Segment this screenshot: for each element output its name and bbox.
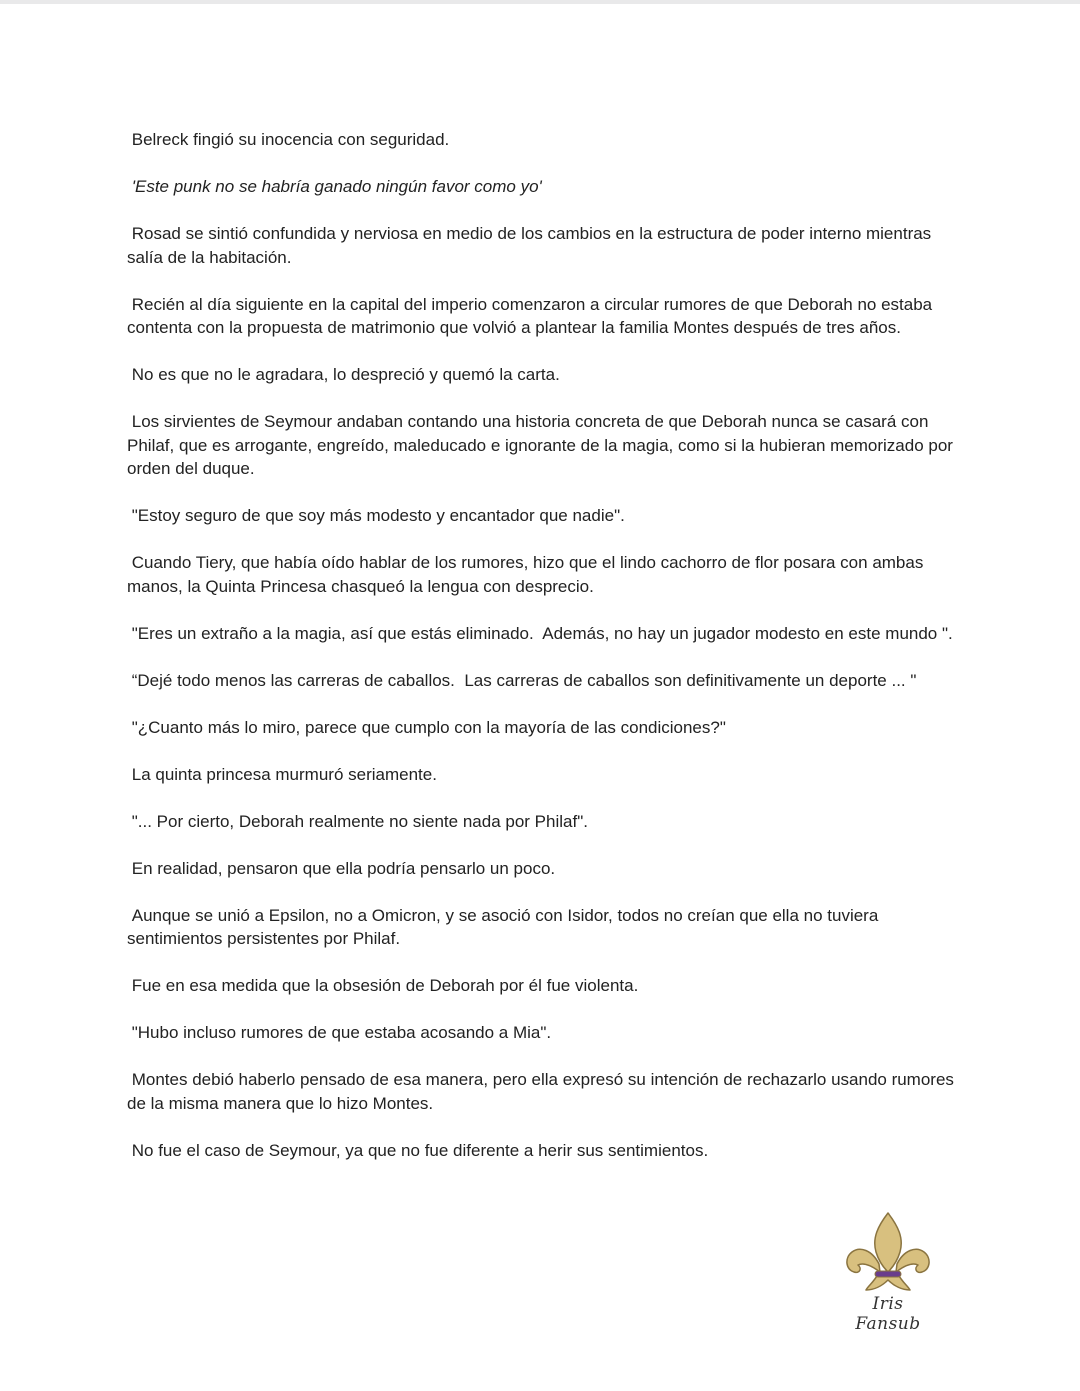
- paragraph-9: "Eres un extraño a la magia, así que estás eliminado. Además, no hay un jugador modesto en este mundo ".: [127, 623, 953, 643]
- paragraph-17: "Hubo incluso rumores de que estaba acosando a Mia".: [127, 1023, 552, 1042]
- paragraph-8: Cuando Tiery, que había oído hablar de los rumores, hizo que el lindo cachorro de flor posara con ambas manos, la Quinta Princesa chasqueó la lengua con desprecio.: [127, 553, 929, 596]
- paragraph-2: 'Este punk no se habría ganado ningún favor como yo': [127, 177, 542, 196]
- paragraph-6: Los sirvientes de Seymour andaban contando una historia concreta de que Deborah nunca se casará con Philaf, que es arrogante, engreído, maleducado e ignorante de la magia, como si la hubieran memorizado por orden del duque.: [127, 412, 958, 478]
- paragraph-13: "... Por cierto, Deborah realmente no siente nada por Philaf".: [127, 811, 588, 831]
- iris-fansub-logo: [838, 1210, 938, 1334]
- paragraph-12: La quinta princesa murmuró seriamente.: [127, 764, 437, 784]
- paragraph-4: Recién al día siguiente en la capital del imperio comenzaron a circular rumores de que Deborah no estaba contenta con la propuesta de matrimonio que volvió a plantear la familia Montes después de tres años.: [127, 294, 937, 337]
- logo-text: Iris Fansub: [855, 1294, 921, 1334]
- paragraph-3: Rosad se sintió confundida y nerviosa en medio de los cambios en la estructura de poder interno mientras salía de la habitación.: [127, 224, 936, 267]
- paragraph-5: No es que no le agradara, lo despreció y quemó la carta.: [127, 365, 560, 384]
- top-edge-bar: [0, 0, 1080, 4]
- paragraph-16: Fue en esa medida que la obsesión de Deborah por él fue violenta.: [127, 976, 639, 995]
- paragraph-19: No fue el caso de Seymour, ya que no fue diferente a herir sus sentimientos.: [127, 1140, 709, 1160]
- paragraph-1: Belreck fingió su inocencia con seguridad.: [127, 130, 450, 149]
- document-page: [127, 128, 957, 1186]
- paragraph-14: En realidad, pensaron que ella podría pensarlo un poco.: [127, 858, 556, 878]
- fleur-de-lis-icon: [838, 1210, 938, 1294]
- paragraph-10: “Dejé todo menos las carreras de caballos. Las carreras de caballos son definitivamente un deporte ... ": [127, 670, 917, 690]
- paragraph-7: "Estoy seguro de que soy más modesto y encantador que nadie".: [127, 506, 625, 525]
- paragraph-15: Aunque se unió a Epsilon, no a Omicron, y se asoció con Isidor, todos no creían que ella no tuviera sentimientos persistentes por Philaf.: [127, 905, 884, 948]
- paragraph-11: "¿Cuanto más lo miro, parece que cumplo con la mayoría de las condiciones?": [127, 717, 726, 737]
- paragraph-18: Montes debió haberlo pensado de esa manera, pero ella expresó su intención de rechazarlo usando rumores de la misma manera que lo hizo Montes.: [127, 1070, 959, 1113]
